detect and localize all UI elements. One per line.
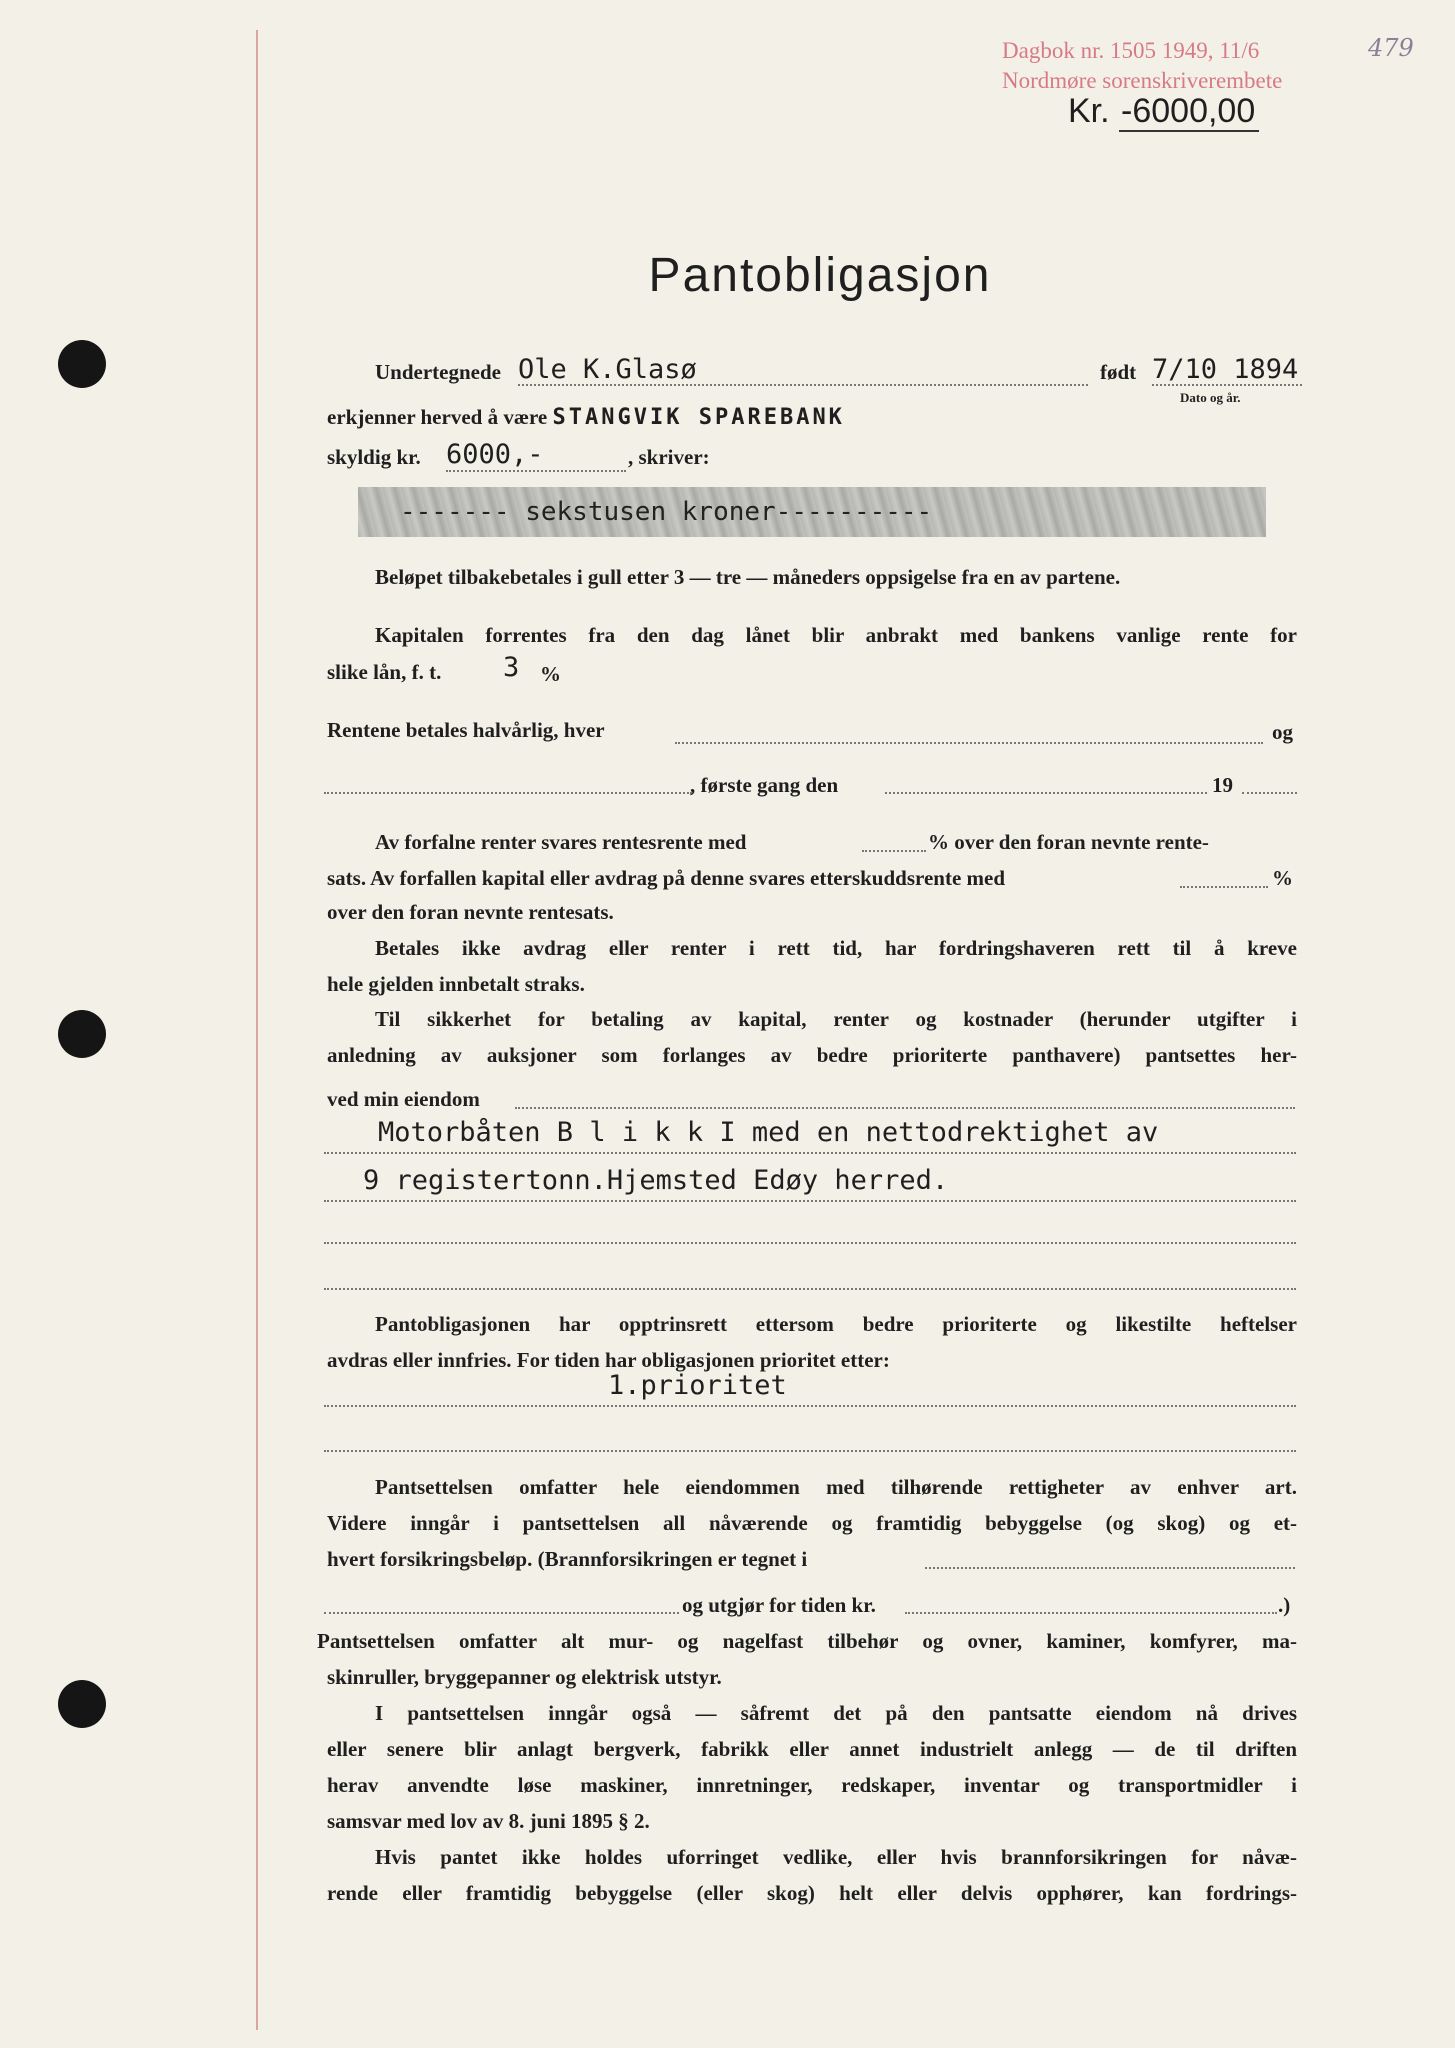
amount-value: -6000,00: [1119, 92, 1259, 132]
document-title: Pantobligasjon: [648, 249, 992, 302]
priority-dotted-line-1: [324, 1405, 1296, 1407]
security-line-2: anledning av auksjoner som forlanges av bedre prioriterte panthavere) pantsettes her-: [327, 1043, 1297, 1067]
scope-line-3: hvert forsikringsbeløp. (Brannforsikringen er tegnet i: [327, 1547, 808, 1571]
scope-line-6: skinruller, bryggepanner og elektrisk utstyr.: [327, 1665, 722, 1689]
property-dotted-line-4: [324, 1288, 1296, 1290]
insurance-dotted-line-2: [905, 1612, 1277, 1614]
bank-prefix: erkjenner herved å være: [327, 405, 548, 429]
year-prefix: 19: [1212, 773, 1233, 797]
property-dotted-line-2: [324, 1200, 1296, 1202]
first-time-text: , første gang den: [690, 773, 839, 797]
date-caption: Dato og år.: [1180, 390, 1241, 405]
penalty-line-1a: Av forfalne renter svares rentesrente med: [375, 830, 747, 854]
insurance-dotted-line-1: [324, 1612, 679, 1614]
date-dotted-line: [1152, 384, 1302, 386]
born-date: 7/10 1894: [1152, 354, 1299, 385]
scope-line-1: Pantsettelsen omfatter hele eiendommen med tilhørende rettigheter av enhver art.: [375, 1475, 1297, 1499]
penalty-line-2: sats. Av forfallen kapital eller avdrag på denne svares etterskuddsrente med: [327, 866, 1006, 890]
scope-line-4: og utgjør for tiden kr.: [682, 1593, 876, 1617]
priority-dotted-line-2: [324, 1450, 1296, 1452]
amount-words: ------- sekstusen kroner----------: [400, 497, 933, 527]
debt-prefix: skyldig kr.: [327, 445, 421, 469]
page-number: 479: [1368, 34, 1414, 62]
insurer-dotted-line: [925, 1567, 1295, 1569]
priority-line-1: Pantobligasjonen har opptrinsrett ettersom bedre prioriterte og likestilte heftelser: [375, 1312, 1297, 1336]
half-year-dotted-line: [675, 742, 1263, 744]
interest-line-2: slike lån, f. t.: [327, 660, 442, 684]
first-time-dotted-line: [324, 792, 692, 794]
debt-amount: 6000,-: [446, 439, 544, 470]
debtor-name: Ole K.Glasø: [518, 354, 697, 385]
punch-hole: [58, 340, 106, 388]
court-stamp: Nordmøre sorenskriverembete: [1002, 68, 1283, 93]
debt-suffix: , skriver:: [628, 445, 710, 469]
amount-header: [1068, 92, 1259, 131]
diary-stamp: Dagbok nr. 1505 1949, 11/6: [1002, 38, 1260, 63]
interest-line-1: Kapitalen forrentes fra den dag lånet blir anbrakt med bankens vanlige rente for: [375, 623, 1297, 647]
name-dotted-line: [518, 384, 1088, 386]
penalty-percent: %: [1272, 866, 1293, 890]
amount-prefix: Kr.: [1068, 92, 1110, 130]
penalty-dotted-line-2: [1180, 886, 1268, 888]
industry-line-2: eller senere blir anlagt bergverk, fabrikk eller annet industrielt anlegg — de til driften: [327, 1737, 1297, 1761]
industry-line-1: I pantsettelsen inngår også — såfremt det på den pantsatte eiendom nå drives: [375, 1701, 1297, 1725]
scope-line-4-end: .): [1278, 1593, 1291, 1617]
default-line-1: Betales ikke avdrag eller renter i rett tid, har fordringshaveren rett til å kreve: [375, 936, 1297, 960]
scope-line-5: Pantsettelsen omfatter alt mur- og nagelfast tilbehør og ovner, kaminer, komfyrer, ma-: [317, 1629, 1297, 1653]
penalty-line-1b: % over den foran nevnte rente-: [928, 830, 1209, 854]
scope-line-2: Videre inngår i pantsettelsen all nåværende og framtidig bebyggelse (og skog) og et-: [327, 1511, 1297, 1535]
interest-rate: 3: [503, 652, 520, 683]
repayment-text: Beløpet tilbakebetales i gull etter 3 — tre — måneders oppsigelse fra en av partene.: [375, 565, 1121, 589]
default-line-2: hele gjelden innbetalt straks.: [327, 972, 585, 996]
property-dotted-line-1: [324, 1152, 1296, 1154]
property-line-2: 9 registertonn.Hjemsted Edøy herred.: [363, 1165, 949, 1196]
security-line-3: ved min eiendom: [327, 1087, 480, 1111]
half-year-end: og: [1272, 720, 1293, 744]
interest-percent: %: [540, 662, 561, 686]
penalty-dotted-line-1: [862, 850, 926, 852]
property-line-1: Motorbåten B l i k k I med en nettodrektighet av: [378, 1117, 1159, 1148]
security-line-1: Til sikkerhet for betaling av kapital, renter og kostnader (herunder utgifter i: [375, 1007, 1297, 1031]
industry-line-4: samsvar med lov av 8. juni 1895 § 2.: [327, 1809, 650, 1833]
bank-name: STANGVIK SPAREBANK: [552, 405, 845, 430]
punch-hole: [58, 1010, 106, 1058]
born-label: født: [1100, 360, 1137, 384]
maintenance-line-1: Hvis pantet ikke holdes uforringet vedlike, eller hvis brannforsikringen for nåvæ-: [375, 1845, 1297, 1869]
debt-dotted-line: [446, 470, 626, 472]
priority-line-2: avdras eller innfries. For tiden har obligasjonen prioritet etter:: [327, 1348, 890, 1372]
maintenance-line-2: rende eller framtidig bebyggelse (eller skog) helt eller delvis opphører, kan fordrings-: [327, 1881, 1297, 1905]
property-dotted-line-3: [324, 1242, 1296, 1244]
debtor-label: Undertegnede: [375, 360, 501, 384]
first-date-dotted-line: [885, 792, 1207, 794]
property-dotted-line-0: [515, 1107, 1295, 1109]
priority-value: 1.prioritet: [608, 1370, 787, 1401]
bank-line: [327, 405, 845, 430]
punch-hole: [58, 1680, 106, 1728]
margin-line: [256, 30, 258, 2030]
penalty-line-3: over den foran nevnte rentesats.: [327, 900, 614, 924]
half-year-text: Rentene betales halvårlig, hver: [327, 718, 605, 742]
year-dotted-line: [1242, 792, 1297, 794]
industry-line-3: herav anvendte løse maskiner, innretninger, redskaper, inventar og transportmidler i: [327, 1773, 1297, 1797]
